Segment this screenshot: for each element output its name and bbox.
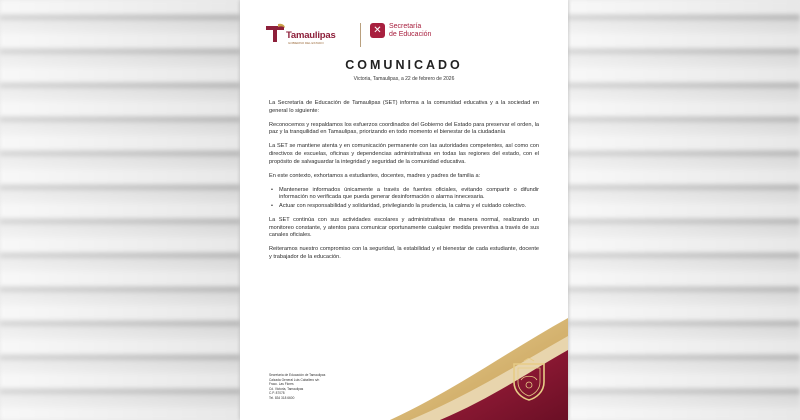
address-line: C.P. 87078 [269, 391, 285, 396]
list-item: • Mantenerse informados únicamente a través de fuentes oficiales, evitando compartir o difundir información no verificada que pueda generar desinformación o alarma innecesaria. [269, 187, 539, 202]
blurred-backdrop-right [568, 0, 800, 420]
paragraph-commitment: Reiteramos nuestro compromiso con la seguridad, la estabilidad y el bienestar de cada estudiante, docente y trabajador de la educación. [269, 246, 539, 260]
paragraph-coordination: La SET se mantiene atenta y en comunicación permanente con las autoridades competentes, así como con directivos de escuelas, oficinas y dependencias administrativas en todas las regiones del estado, con el propósito de salvaguardar la integridad y seguridad de la comunidad educativa. [269, 143, 539, 165]
address-line: Tel. 834 318 6600 [269, 395, 295, 400]
letterhead [240, 22, 568, 50]
document-title: COMUNICADO [345, 58, 463, 72]
set-logo-line2: de Educación [389, 31, 432, 38]
document-body [269, 100, 539, 268]
footer-address [269, 373, 399, 401]
address-line: Calzada General Luis Caballero s/n [269, 377, 320, 382]
tamaulipas-logo-subtext: GOBIERNO DEL ESTADO [288, 41, 324, 45]
list-item: • Actuar con responsabilidad y solidaridad, privilegiando la prudencia, la calma y el cuidado colectivo. [269, 203, 539, 211]
document-page [240, 0, 568, 420]
set-logo-line1: Secretaría [389, 23, 422, 30]
address-line: Secretaría de Educación de Tamaulipas [269, 373, 326, 377]
recommendation-list [269, 187, 539, 211]
paragraph-exhort: En este contexto, exhortamos a estudiantes, docentes, madres y padres de familia a: [269, 172, 481, 179]
letterhead-divider [360, 23, 361, 47]
set-x-icon: ✕ [370, 23, 385, 38]
paragraph-intro: La Secretaría de Educación de Tamaulipas (SET) informa a la comunidad educativa y a la sociedad en general lo siguiente: [269, 100, 539, 114]
paragraph-continuity: La SET continúa con sus actividades escolares y administrativas de manera normal, realizando un monitoreo constante, y atentos para comunicar oportunamente cualquier medida preventiva a través de sus canales oficiales. [269, 217, 539, 239]
blurred-backdrop-left [0, 0, 240, 420]
tamaulipas-logo [264, 22, 346, 50]
tamaulipas-t-icon [264, 22, 286, 44]
document-dateline: Victoria, Tamaulipas, a 22 de febrero de 2026 [353, 76, 455, 82]
tamaulipas-logo-text: Tamaulipas [286, 30, 336, 41]
address-line: Cd. Victoria, Tamaulipas [269, 386, 304, 391]
address-line: Fracc. Las Flores [269, 382, 294, 387]
paragraph-support: Reconocemos y respaldamos los esfuerzos coordinados del Gobierno del Estado para preservar el orden, la paz y la tranquilidad en Tamaulipas, priorizando en todo momento el bienestar de la ciudadanía [269, 121, 539, 136]
secretaria-educacion-logo [370, 23, 460, 49]
state-coat-of-arms-icon [510, 358, 548, 402]
